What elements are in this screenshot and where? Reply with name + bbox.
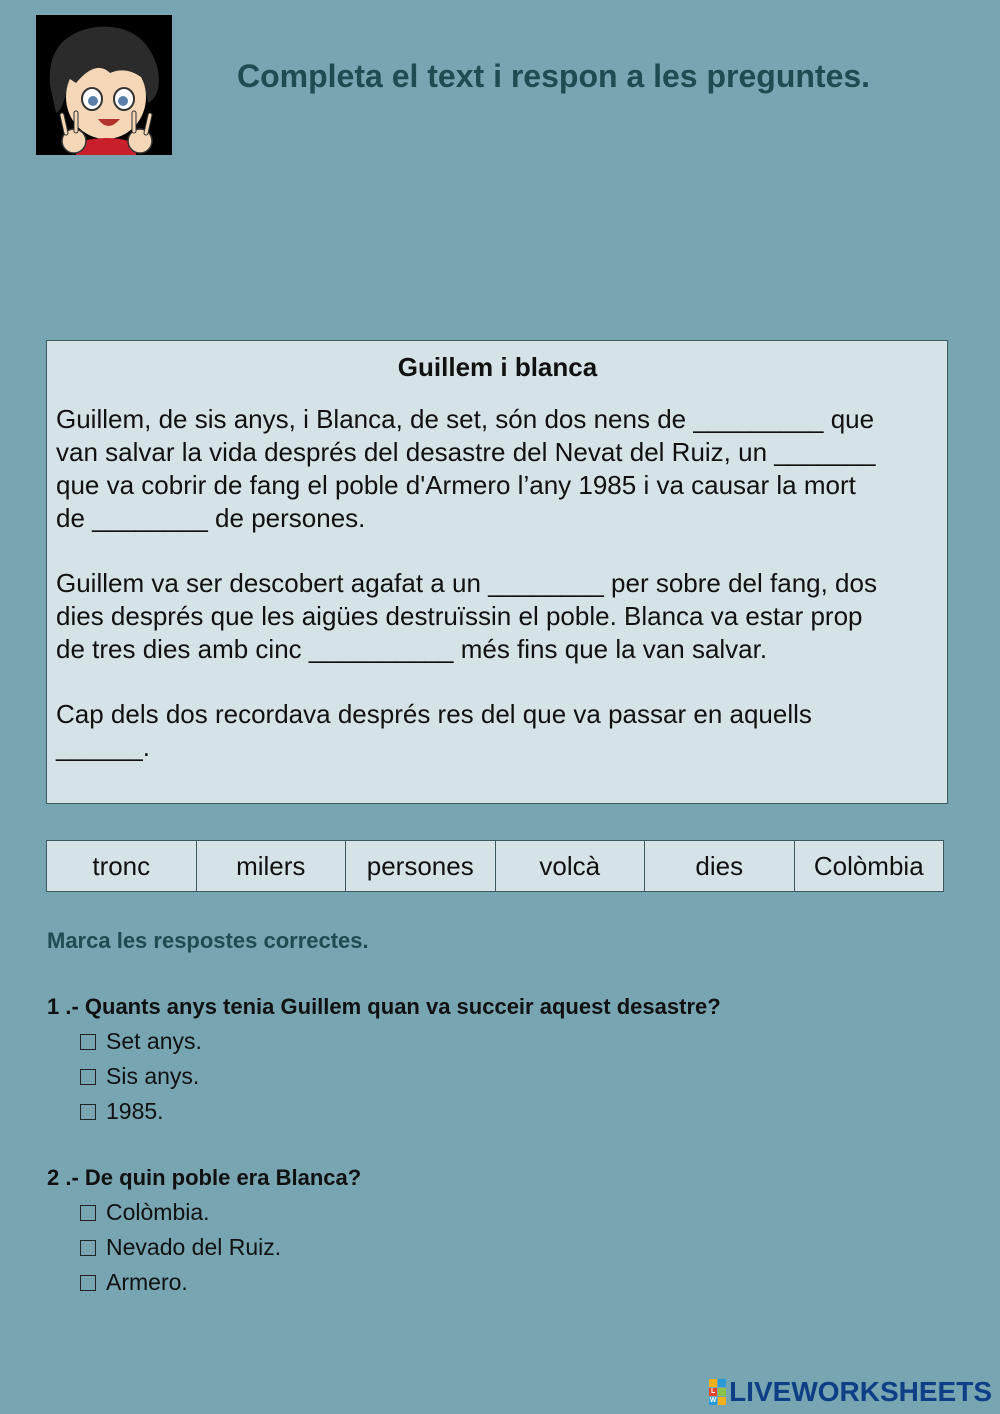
checkbox[interactable] [80, 1104, 96, 1120]
story-line: que va cobrir de fang el poble d'Armero l’any 1985 i va causar la mort [56, 470, 856, 500]
story-line: ______. [56, 732, 150, 762]
answer-option[interactable] [80, 1094, 202, 1129]
question-1: 1 .- Quants anys tenia Guillem quan va succeir aquest desastre? [47, 994, 721, 1019]
story-title: Guillem i blanca [397, 352, 598, 382]
option-label: Nevado del Ruiz. [106, 1234, 282, 1260]
question-2: 2 .- De quin poble era Blanca? [47, 1165, 362, 1190]
word-bank-cell: persones [346, 841, 496, 891]
checkbox[interactable] [80, 1275, 96, 1291]
word-bank-cell: volcà [496, 841, 646, 891]
option-label: Set anys. [106, 1028, 202, 1054]
brand-logo-icon: L W [709, 1379, 726, 1405]
story-line: Cap dels dos recordava després res del que va passar en aquells [56, 699, 812, 729]
story-line: Guillem va ser descobert agafat a un ________ per sobre del fang, dos [56, 568, 877, 598]
word-bank-cell: milers [197, 841, 347, 891]
page-title: Completa el text i respon a les preguntes. [237, 58, 871, 94]
word-bank [46, 840, 944, 892]
checkbox[interactable] [80, 1205, 96, 1221]
answer-option[interactable] [80, 1024, 202, 1059]
word-bank-cell: dies [645, 841, 795, 891]
option-label: 1985. [106, 1098, 164, 1124]
checkbox[interactable] [80, 1034, 96, 1050]
option-label: Sis anys. [106, 1063, 200, 1089]
checkbox[interactable] [80, 1069, 96, 1085]
word-bank-cell: tronc [47, 841, 197, 891]
checkbox[interactable] [80, 1240, 96, 1256]
story-line: van salvar la vida després del desastre del Nevat del Ruiz, un _______ [56, 437, 876, 467]
brand-name: LIVEWORKSHEETS [729, 1376, 992, 1407]
answer-option[interactable] [80, 1195, 281, 1230]
answer-option[interactable] [80, 1230, 281, 1265]
instructions: Marca les respostes correctes. [47, 928, 369, 953]
liveworksheets-logo [709, 1376, 992, 1408]
story-panel [46, 340, 948, 804]
word-bank-cell: Colòmbia [813, 850, 924, 881]
question-2-options [80, 1195, 281, 1300]
story-line: de ________ de persones. [56, 503, 366, 533]
question-1-options [80, 1024, 202, 1129]
story-line: Guillem, de sis anys, i Blanca, de set, són dos nens de _________ que [56, 404, 875, 434]
option-label: Armero. [106, 1269, 188, 1295]
story-paragraph-2 [56, 567, 939, 666]
answer-option[interactable] [80, 1265, 281, 1300]
option-label: Colòmbia. [106, 1199, 210, 1225]
story-line: de tres dies amb cinc __________ més fins que la van salvar. [56, 634, 768, 664]
avatar-image [36, 15, 172, 155]
answer-option[interactable] [80, 1059, 202, 1094]
story-line: dies després que les aigües destruïssin el poble. Blanca va estar prop [56, 601, 863, 631]
story-paragraph-1 [56, 403, 939, 535]
story-paragraph-3 [56, 698, 939, 764]
